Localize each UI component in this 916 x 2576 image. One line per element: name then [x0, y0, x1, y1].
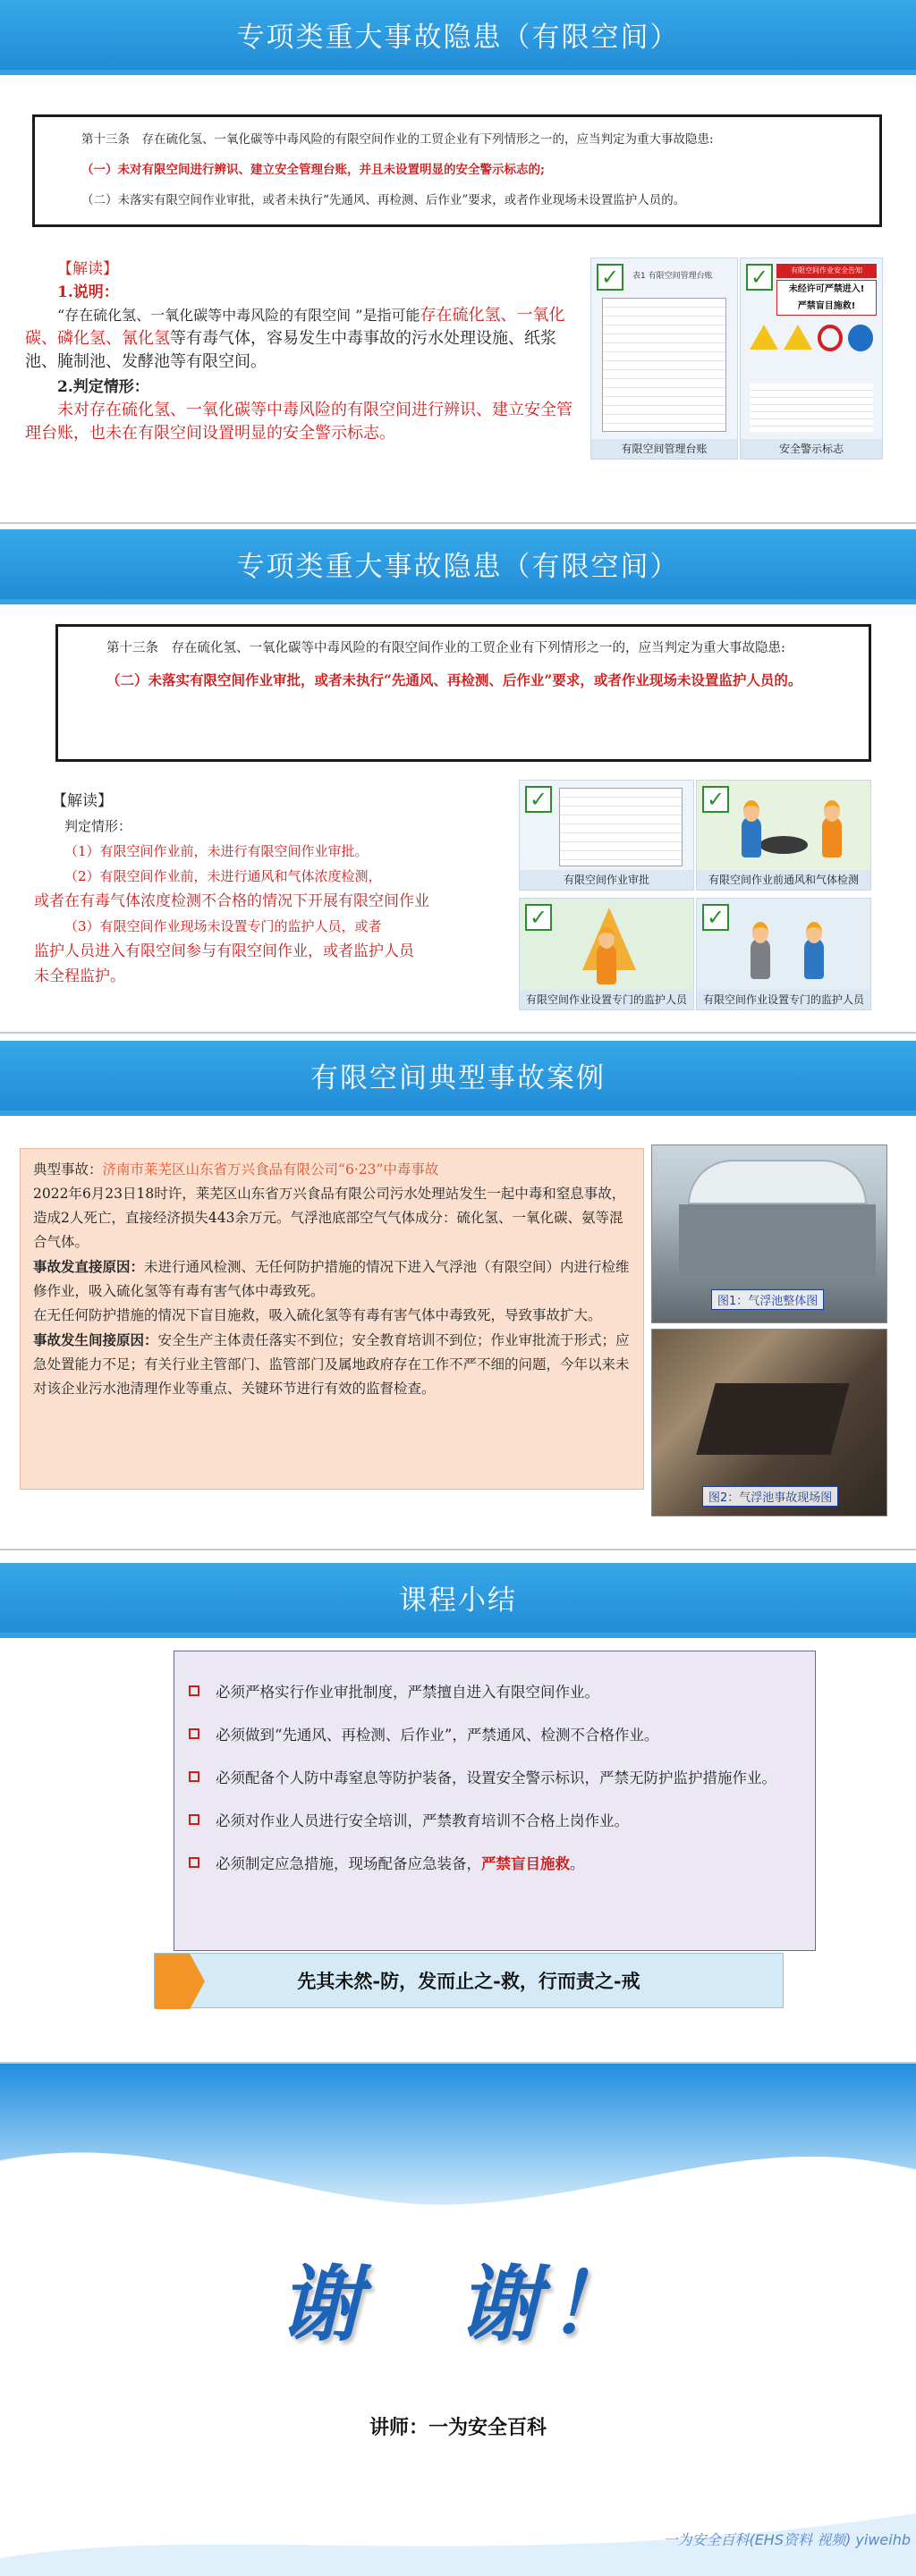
- case-label: 典型事故：: [33, 1161, 103, 1178]
- case-para-1: 2022年6月23日18时许，莱芜区山东省万兴食品有限公司污水处理站发生一起中毒和窒息事故，造成2人死亡，直接经济损失443余万元。气浮池底部空气气体成分：硫化氢、一氧化碳、氨等混合气体。: [33, 1186, 626, 1250]
- warning-icons: [750, 325, 873, 378]
- summary-item-text: 必须对作业人员进行安全培训，严禁教育培训不合格上岗作业。: [216, 1812, 629, 1829]
- bullet-square-icon: [189, 1771, 199, 1782]
- approval-form: [559, 788, 683, 866]
- slide-3: [0, 1032, 916, 1545]
- judge-item-3b: 监护人员进入有限空间参与有限空间作业，或者监护人员: [34, 942, 414, 960]
- slide-title: 专项类重大事故隐患（有限空间）: [0, 0, 916, 75]
- check-icon: ✓: [746, 264, 773, 291]
- warning-triangle-icon: [750, 325, 778, 350]
- worker-figure: [751, 938, 770, 979]
- sign-warning: [776, 280, 877, 316]
- warning-sign-caption: 安全警示标志: [741, 439, 882, 459]
- ventilation-caption: 有限空间作业前通风和气体检测: [697, 870, 870, 890]
- summary-item-end: 。: [570, 1855, 585, 1872]
- ledger-doc-title: 表1 有限空间管理台账: [632, 272, 713, 281]
- warning-sign-image: [740, 258, 883, 460]
- point-1-text-b: 等有毒气体，容易发生中毒事故的污水处理设施、纸浆池、腌制池、发酵池等有限空间。: [25, 329, 556, 371]
- motto-bar: [154, 1953, 784, 2008]
- direct-cause-text: 未进行通风检测、无任何防护措施的情况下进入气浮池（有限空间）内进行检维修作业，吸入硫化氢等有毒有害气体中毒致死。: [33, 1259, 630, 1299]
- interpretation: [25, 258, 580, 445]
- tank-body: [679, 1204, 876, 1276]
- check-icon: ✓: [597, 264, 623, 291]
- summary-item-text: 必须制定应急措施，现场配备应急装备，: [216, 1855, 481, 1872]
- point-1-text: [25, 304, 580, 374]
- sign-warning-2: 严禁盲目施救!: [797, 301, 856, 311]
- prohibit-icon: [818, 325, 843, 351]
- ventilation-image: [696, 780, 871, 891]
- judge-item-2b-red: 或者在有毒气体: [34, 892, 140, 910]
- supervisor-image-1: [519, 898, 694, 1010]
- lecturer: 讲师：一为安全百科: [369, 2417, 547, 2439]
- direct-cause-label: 事故发直接原因：: [33, 1258, 145, 1275]
- slide-title: 课程小结: [0, 1563, 916, 1638]
- approval-image: [519, 780, 694, 891]
- point-2-label: 2.判定情形：: [57, 378, 149, 396]
- clause-box: [55, 624, 871, 762]
- warning-triangle-icon: [784, 325, 812, 350]
- approval-caption: 有限空间作业审批: [520, 870, 693, 890]
- clause-intro: 第十三条 存在硫化氢、一氧化碳等中毒风险的有限空间作业的工贸企业有下列情形之一的，应当判定为重大事故隐患:: [106, 641, 785, 655]
- photo-caption: 图1：气浮池整体图: [711, 1289, 824, 1310]
- clause-item-1: （一）未对有限空间进行辨识、建立安全管理台账，并且未设置明显的安全警示标志的;: [81, 163, 545, 177]
- slide-4: [0, 1549, 916, 2058]
- slide-5: [0, 2062, 916, 2576]
- photo-caption: 图2：气浮池事故现场图: [702, 1486, 838, 1507]
- clause-intro: 第十三条 存在硫化氢、一氧化碳等中毒风险的有限空间作业的工贸企业有下列情形之一的，应当判定为重大事故隐患:: [81, 132, 714, 147]
- mandatory-icon: [848, 325, 873, 351]
- case-box: [20, 1148, 644, 1490]
- slide-title: 有限空间典型事故案例: [0, 1041, 916, 1116]
- point-2-text: 未对存在硫化氢、一氧化碳等中毒风险的有限空间进行辨识、建立安全管理台账，也未在有限空间设置明显的安全警示标志。: [25, 401, 572, 443]
- wave-shape: [0, 2064, 916, 2205]
- manhole-icon: [759, 836, 808, 854]
- judge-item-3c: [34, 964, 517, 989]
- slide-1: [0, 0, 916, 519]
- slide-2: [0, 522, 916, 1028]
- interp-label: 【解读】: [52, 792, 113, 810]
- judge-item-1: （1）有限空间作业前，未进行有限空间作业审批。: [64, 843, 369, 859]
- check-icon: ✓: [525, 786, 552, 813]
- case-name: 济南市莱芜区山东省万兴食品有限公司“6·23”中毒事故: [102, 1161, 439, 1178]
- tank-opening: [696, 1383, 849, 1455]
- summary-item: [189, 1671, 801, 1714]
- clause-item-2: （二）未落实有限空间作业审批，或者未执行“先通风、再检测、后作业”要求，或者作业现场未设置监护人员的。: [81, 193, 686, 207]
- clause-item-2: （二）未落实有限空间作业审批，或者未执行“先通风、再检测、后作业”要求，或者作业现场未设置监护人员的。: [106, 671, 802, 688]
- ledger-table: [602, 298, 726, 432]
- judge-item-3c-red: 未全程: [34, 967, 80, 985]
- clause-box: [32, 114, 882, 227]
- wave-background: [0, 2064, 916, 2242]
- summary-item-text: 必须配备个人防中毒窒息等防护装备，设置安全警示标识，严禁无防护监护措施作业。: [216, 1769, 776, 1786]
- bullet-square-icon: [189, 1814, 199, 1825]
- indirect-cause-text: 安全生产主体责任落实不到位；安全教育培训不到位；作业审批流于形式；应急处置能力不足；有关行业主管部门、监管部门及属地政府存在工作不严不细的问题，今年以来未对该企业污水池清理作业等重点、关键环节进行有效的监督检查。: [33, 1332, 630, 1397]
- bullet-square-icon: [189, 1857, 199, 1868]
- summary-box: [174, 1651, 816, 1951]
- case-direct-cause-2: 在无任何防护措施的情况下盲目施救，吸入硫化氢等有毒有害气体中毒致死，导致事故扩大。: [33, 1307, 602, 1323]
- supervisor-caption-1: 有限空间作业设置专门的监护人员: [520, 990, 693, 1009]
- point-1-text-red: 存在硫化氢、一氧化碳、磷化氢、氰化氢: [25, 306, 565, 348]
- ledger-caption: 有限空间管理台账: [591, 439, 737, 459]
- summary-item: [189, 1800, 801, 1843]
- check-icon: ✓: [525, 904, 552, 931]
- supervisor-caption-2: 有限空间作业设置专门的监护人员: [697, 990, 870, 1009]
- interpretation: [34, 789, 517, 989]
- worker-figure: [597, 943, 616, 984]
- check-icon: ✓: [702, 786, 729, 813]
- watermark: 一为安全百科(EHS资料 视频) yiweihb: [663, 2531, 911, 2548]
- ledger-image: [590, 258, 738, 460]
- flotation-tank-photo: [651, 1144, 887, 1323]
- worker-figure: [804, 938, 824, 979]
- sign-title: 有限空间作业安全告知: [776, 264, 877, 278]
- case-indirect-cause: [33, 1328, 631, 1401]
- point-1-text-a: “存在硫化氢、一氧化碳等中毒风险的有限空间 ”是指可能: [57, 307, 420, 324]
- sign-warning-1: 未经许可严禁进入!: [788, 284, 865, 294]
- case-title: [33, 1158, 631, 1182]
- judge-item-3: （3）有限空间作业现场未设置专门的监护人员，或者: [64, 918, 382, 934]
- accident-scene-photo: [651, 1329, 887, 1516]
- summary-item-red: 严禁盲目施救: [481, 1855, 570, 1872]
- bullet-square-icon: [189, 1728, 199, 1739]
- worker-figure: [822, 816, 842, 857]
- check-icon: ✓: [702, 904, 729, 931]
- tank-roof: [688, 1160, 867, 1204]
- summary-item-text: 必须做到“先通风、再检测、后作业”，严禁通风、检测不合格作业。: [216, 1727, 659, 1744]
- worker-figure: [742, 816, 761, 857]
- bullet-square-icon: [189, 1685, 199, 1696]
- thanks-text: 谢 谢！: [278, 2256, 637, 2352]
- judge-item-2: （2）有限空间作业前，未进行通风和气体浓度检测，: [64, 868, 382, 884]
- summary-item: [189, 1843, 801, 1886]
- summary-item: [189, 1757, 801, 1800]
- point-1-label: 1.说明：: [57, 283, 119, 301]
- judge-item-3c-black: 监护。: [80, 967, 125, 985]
- sign-text-lines: [750, 384, 873, 432]
- supervisor-image-2: [696, 898, 871, 1010]
- case-direct-cause: [33, 1254, 631, 1304]
- judge-label: 判定情形：: [64, 818, 132, 834]
- indirect-cause-label: 事故发生间接原因：: [33, 1331, 158, 1348]
- judge-item-2b: [34, 889, 517, 914]
- slide-title: 专项类重大事故隐患（有限空间）: [0, 529, 916, 604]
- summary-item: [189, 1714, 801, 1757]
- interp-label: 【解读】: [57, 260, 118, 278]
- motto-text: 先其未然-防，发而止之-救，行而责之-戒: [297, 1970, 640, 1992]
- judge-item-2b-black: 浓度检测不合格的情况下开展有限空间作业: [140, 892, 429, 910]
- summary-item-text: 必须严格实行作业审批制度，严禁擅自进入有限空间作业。: [216, 1684, 599, 1701]
